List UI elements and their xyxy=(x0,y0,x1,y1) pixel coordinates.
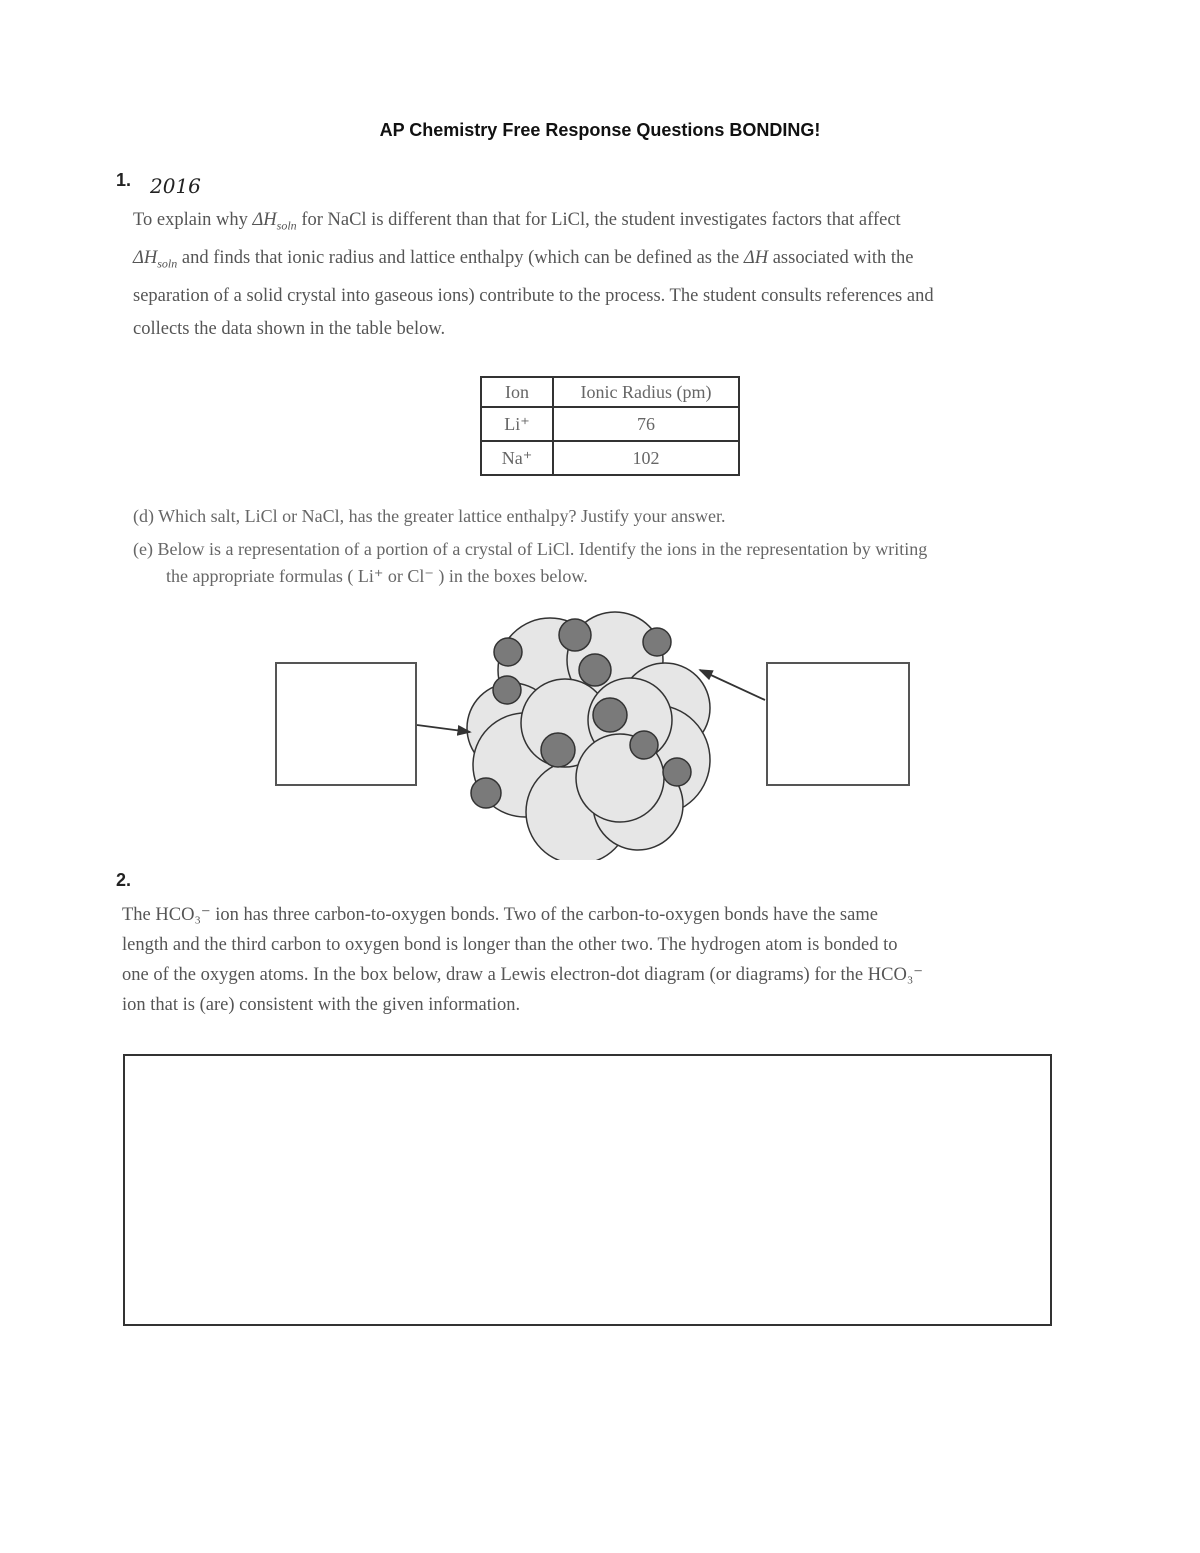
licl-crystal-diagram xyxy=(400,600,800,860)
delta-h-symbol: ΔH xyxy=(252,210,277,230)
year-note: 2016 xyxy=(150,174,201,198)
question-2-line: The HCO₃⁻ ion has three carbon-to-oxygen bonds. Two of the carbon-to-oxygen bonds have the same xyxy=(122,905,878,925)
delta-h-symbol: ΔH xyxy=(743,248,769,269)
part-d-question: (d) Which salt, LiCl or NaCl, has the greater lattice enthalpy? Justify your answer. xyxy=(133,506,726,526)
lithium-ion xyxy=(494,638,522,666)
soln-subscript: soln xyxy=(157,256,178,271)
lewis-diagram-answer-box[interactable] xyxy=(123,1054,1052,1326)
question-2-text xyxy=(122,900,923,1020)
page-title: AP Chemistry Free Response Questions BONDING! xyxy=(379,120,821,140)
part-e-question-line-1: (e) Below is a representation of a portion of a crystal of LiCl. Identify the ions in the representation by writing xyxy=(133,539,928,559)
question-2-line: ion that is (are) consistent with the given information. xyxy=(122,995,521,1015)
intro-text: and finds that ionic radius and lattice enthalpy (which can be defined as the xyxy=(177,248,744,269)
table-cell: 76 xyxy=(553,407,739,441)
lithium-ion xyxy=(663,758,691,786)
intro-text: separation of a solid crystal into gaseous ions) contribute to the process. The student consults references and xyxy=(133,286,934,307)
lithium-ion xyxy=(579,654,611,686)
lithium-ion xyxy=(559,619,591,651)
left-arrow xyxy=(417,725,470,732)
lithium-ion xyxy=(630,731,658,759)
intro-text: associated with the xyxy=(768,248,914,269)
question-2-number: 2. xyxy=(116,870,132,890)
table-cell: Li⁺ xyxy=(481,407,553,441)
table-header-row xyxy=(481,377,739,407)
ionic-radius-table xyxy=(480,376,740,476)
table-row xyxy=(481,441,739,475)
delta-h-symbol: ΔH xyxy=(133,248,158,269)
lithium-ion xyxy=(493,676,521,704)
question-2-line: length and the third carbon to oxygen bond is longer than the other two. The hydrogen atom is bonded to xyxy=(122,935,898,955)
intro-text: To explain why xyxy=(133,210,253,230)
table-header: Ionic Radius (pm) xyxy=(553,377,739,407)
intro-text: for NaCl is different than that for LiCl, the student investigates factors that affect xyxy=(296,210,901,230)
intro-text: collects the data shown in the table below. xyxy=(133,318,446,339)
lithium-ion xyxy=(643,628,671,656)
soln-subscript: soln xyxy=(276,218,297,233)
right-arrow xyxy=(700,670,765,700)
question-1-intro xyxy=(133,204,934,345)
table-cell: Na⁺ xyxy=(481,441,553,475)
question-1-number: 1. xyxy=(116,170,132,190)
table-row xyxy=(481,407,739,441)
table-header: Ion xyxy=(481,377,553,407)
lithium-ion xyxy=(471,778,501,808)
lithium-ion xyxy=(541,733,575,767)
table-cell: 102 xyxy=(553,441,739,475)
left-answer-box[interactable] xyxy=(275,662,417,786)
lithium-ion xyxy=(593,698,627,732)
question-2-line: one of the oxygen atoms. In the box below, draw a Lewis electron-dot diagram (or diagrams) for the HCO₃⁻ xyxy=(122,965,924,985)
part-e-question-line-2: the appropriate formulas ( Li⁺ or Cl⁻ ) in the boxes below. xyxy=(166,566,588,586)
